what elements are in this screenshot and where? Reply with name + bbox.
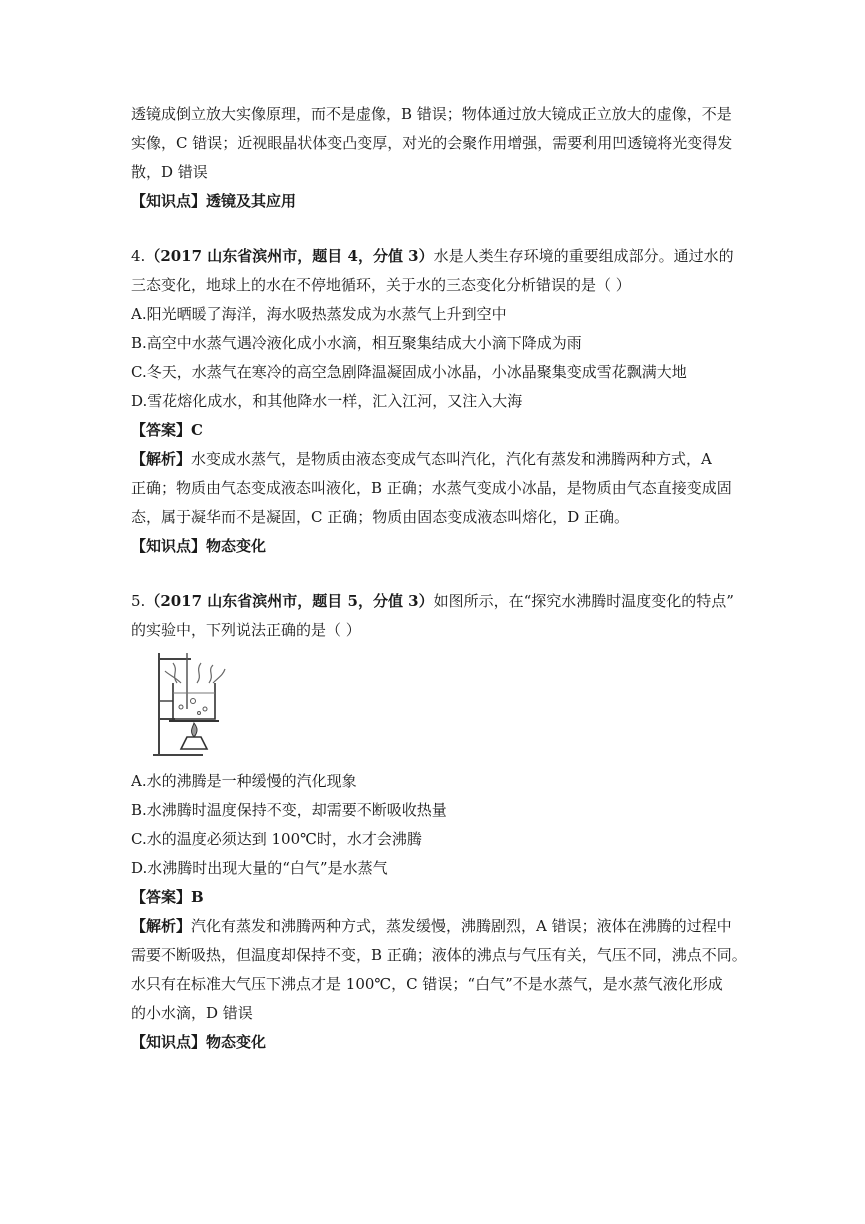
q5-option-b: B.水沸腾时温度保持不变，却需要不断吸收热量 [131,801,447,819]
q4-option-d: D.雪花熔化成水，和其他降水一样，汇入江河，又注入大海 [131,392,523,410]
knowledge-label: 【知识点】 [131,537,207,555]
analysis-text: 水变成水蒸气，是物质由液态变成气态叫汽化，汽化有蒸发和沸腾两种方式，A [191,450,712,468]
boiling-apparatus-icon [151,649,241,759]
knowledge-value: 物态变化 [206,537,267,555]
q4-option-b: B.高空中水蒸气遇冷液化成小水滴，相互聚集结成大小滴下降成为雨 [131,334,582,352]
knowledge-value: 物态变化 [206,1033,267,1051]
q5-option-a: A.水的沸腾是一种缓慢的汽化现象 [131,772,357,790]
prev-analysis-line-1: 透镜成倒立放大实像原理，而不是虚像，B 错误；物体通过放大镜成正立放大的虚像，不是 [131,105,732,123]
q5-answer [131,883,751,912]
q4-answer [131,416,751,445]
answer-label: 【答案】 [131,888,192,906]
q4-analysis-line-3: 态，属于凝华而不是凝固，C 正确；物质由固态变成液态叫熔化，D 正确。 [131,508,630,526]
analysis-label: 【解析】 [131,450,192,468]
prev-analysis-line-2: 实像，C 错误；近视眼晶状体变凸变厚，对光的会聚作用增强，需要利用凹透镜将光变得发 [131,134,733,152]
q4-number: 4. [131,247,146,265]
q4-stem-line-1 [131,242,751,271]
q4-source: （2017 山东省滨州市，题目 4，分值 3） [145,247,434,265]
prev-knowledge-point [131,187,751,216]
boiling-experiment-figure [151,649,241,759]
q5-analysis-line-1 [131,912,751,941]
prev-analysis-line-3: 散，D 错误 [131,163,208,181]
q5-source: （2017 山东省滨州市，题目 5，分值 3） [145,592,434,610]
analysis-label: 【解析】 [131,917,192,935]
q5-stem-text: 如图所示，在“探究水沸腾时温度变化的特点” [433,592,734,610]
answer-label: 【答案】 [131,421,192,439]
q4-stem-text: 水是人类生存环境的重要组成部分。通过水的 [433,247,734,265]
q5-analysis-line-2: 需要不断吸热，但温度却保持不变，B 正确；液体的沸点与气压有关，气压不同，沸点不同。 [131,946,747,964]
q4-stem-line-2: 三态变化，地球上的水在不停地循环，关于水的三态变化分析错误的是（ ） [131,276,631,294]
q5-stem-line-1 [131,587,751,616]
analysis-text: 汽化有蒸发和沸腾两种方式，蒸发缓慢，沸腾剧烈，A 错误；液体在沸腾的过程中 [191,917,732,935]
q5-option-c: C.水的温度必须达到 100℃时，水才会沸腾 [131,830,422,848]
q4-option-c: C.冬天，水蒸气在寒冷的高空急剧降温凝固成小冰晶，小冰晶聚集变成雪花飘满大地 [131,363,687,381]
q5-stem-line-2: 的实验中，下列说法正确的是（ ） [131,621,361,639]
q5-analysis-line-3: 水只有在标准大气压下沸点才是 100℃，C 错误；“白气”不是水蒸气，是水蒸气液化形成 [131,975,723,993]
answer-value: B [191,888,204,906]
q4-analysis-line-1 [131,445,751,474]
q5-knowledge-point [131,1028,751,1057]
q4-knowledge-point [131,532,751,561]
q5-analysis-line-4: 的小水滴，D 错误 [131,1004,253,1022]
knowledge-label: 【知识点】 [131,192,207,210]
q5-number: 5. [131,592,146,610]
knowledge-label: 【知识点】 [131,1033,207,1051]
knowledge-value: 透镜及其应用 [206,192,297,210]
answer-value: C [191,421,203,439]
document-content [131,100,751,1057]
q5-option-d: D.水沸腾时出现大量的“白气”是水蒸气 [131,859,388,877]
q4-option-a: A.阳光晒暖了海洋，海水吸热蒸发成为水蒸气上升到空中 [131,305,507,323]
q4-analysis-line-2: 正确；物质由气态变成液态叫液化，B 正确；水蒸气变成小冰晶，是物质由气态直接变成固 [131,479,732,497]
